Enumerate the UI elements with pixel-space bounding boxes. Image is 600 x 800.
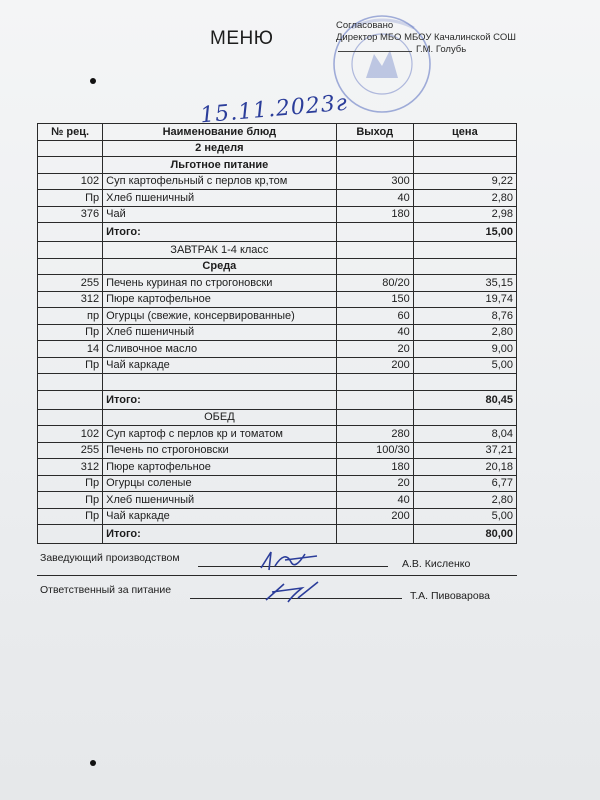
table-row [38,275,517,292]
recipe-number-cell: 14 [38,341,103,358]
empty-cell [38,242,103,259]
dish-name-cell: Печень куриная по строгоновски [103,275,336,292]
portion-cell: 80/20 [336,275,413,292]
handwritten-date: 15.11.2023г [199,90,349,129]
table-row [38,357,517,374]
column-header: Наименование блюд [103,124,336,141]
dish-name-cell: Чай каркаде [103,357,336,374]
total-label-cell: Итого: [103,223,336,242]
manager-signature-row [40,552,180,564]
empty-cell [336,409,413,426]
column-header: Выход [336,124,413,141]
price-cell: 2,80 [413,324,516,341]
blank-row [38,374,517,391]
meal-section-row [38,242,517,259]
table-row [38,308,517,325]
responsible-signature-icon [262,578,322,606]
price-cell: 5,00 [413,508,516,525]
empty-cell [336,157,413,174]
dish-name-cell: Суп картоф с перлов кр и томатом [103,426,336,443]
empty-cell [413,157,516,174]
portion-cell: 40 [336,324,413,341]
meal-section-row [38,409,517,426]
empty-cell [38,140,103,157]
empty-cell [38,157,103,174]
price-cell: 20,18 [413,459,516,476]
meal-section-cell: ЗАВТРАК 1-4 класс [103,242,336,259]
approval-line-1: Согласовано [336,20,394,31]
table-row [38,341,517,358]
page-title: МЕНЮ [210,28,274,49]
price-cell: 8,76 [413,308,516,325]
price-cell: 2,98 [413,206,516,223]
responsible-name: Т.А. Пивоварова [410,590,490,602]
section-title-cell: Льготное питание [103,157,336,174]
recipe-number-cell: 376 [38,206,103,223]
empty-cell [38,258,103,275]
column-header: № рец. [38,124,103,141]
empty-cell [336,258,413,275]
section-title-cell: Среда [103,258,336,275]
table-row [38,173,517,190]
dish-name-cell: Огурцы соленые [103,475,336,492]
portion-cell: 280 [336,426,413,443]
price-cell: 9,22 [413,173,516,190]
portion-cell: 40 [336,190,413,207]
recipe-number-cell: 255 [38,442,103,459]
table-row [38,475,517,492]
manager-label: Заведующий производством [40,552,180,564]
price-cell: 35,15 [413,275,516,292]
empty-cell [103,374,336,391]
section-title-row [38,140,517,157]
portion-cell: 40 [336,492,413,509]
approval-line-3: Г.М. Голубь [416,44,467,55]
portion-cell: 60 [336,308,413,325]
punch-hole-dot [90,78,96,84]
empty-cell [413,242,516,259]
portion-cell: 100/30 [336,442,413,459]
dish-name-cell: Печень по строгоновски [103,442,336,459]
manager-signature-icon [255,548,325,574]
dish-name-cell: Сливочное масло [103,341,336,358]
dish-name-cell: Хлеб пшеничный [103,324,336,341]
total-price-cell: 80,00 [413,525,516,544]
dish-name-cell: Суп картофельный с перлов кр,том [103,173,336,190]
empty-cell [38,525,103,544]
section-title-cell: 2 неделя [103,140,336,157]
empty-cell [336,525,413,544]
punch-hole-dot [90,760,96,766]
responsible-label: Ответственный за питание [40,584,172,596]
total-row [38,390,517,409]
dish-name-cell: Хлеб пшеничный [103,492,336,509]
dish-name-cell: Пюре картофельное [103,291,336,308]
empty-cell [38,390,103,409]
table-row [38,508,517,525]
table-row [38,492,517,509]
empty-cell [413,258,516,275]
total-label-cell: Итого: [103,525,336,544]
section-title-row [38,258,517,275]
portion-cell: 200 [336,357,413,374]
recipe-number-cell: Пр [38,357,103,374]
recipe-number-cell: 102 [38,173,103,190]
dish-name-cell: Хлеб пшеничный [103,190,336,207]
portion-cell: 150 [336,291,413,308]
table-row [38,324,517,341]
price-cell: 5,00 [413,357,516,374]
empty-cell [413,409,516,426]
total-price-cell: 80,45 [413,390,516,409]
empty-cell [336,374,413,391]
empty-cell [38,409,103,426]
table-row [38,459,517,476]
total-price-cell: 15,00 [413,223,516,242]
portion-cell: 20 [336,341,413,358]
portion-cell: 200 [336,508,413,525]
dish-name-cell: Чай [103,206,336,223]
price-cell: 19,74 [413,291,516,308]
dish-name-cell: Огурцы (свежие, консервированные) [103,308,336,325]
price-cell: 37,21 [413,442,516,459]
approval-block [336,20,516,56]
total-label-cell: Итого: [103,390,336,409]
recipe-number-cell: 312 [38,291,103,308]
recipe-number-cell: Пр [38,492,103,509]
total-row [38,223,517,242]
table-header-row [38,124,517,141]
table-row [38,190,517,207]
recipe-number-cell: Пр [38,475,103,492]
price-cell: 8,04 [413,426,516,443]
meal-section-cell: ОБЕД [103,409,336,426]
recipe-number-cell: Пр [38,324,103,341]
approval-line-2: Директор МБО МБОУ Качалинской СОШ [336,32,516,43]
recipe-number-cell: 312 [38,459,103,476]
table-row [38,291,517,308]
recipe-number-cell: Пр [38,190,103,207]
empty-cell [38,223,103,242]
recipe-number-cell: 102 [38,426,103,443]
empty-cell [413,140,516,157]
responsible-signature-row [40,584,171,596]
manager-name: А.В. Кисленко [402,558,471,570]
recipe-number-cell: 255 [38,275,103,292]
portion-cell: 20 [336,475,413,492]
price-cell: 2,80 [413,190,516,207]
recipe-number-cell: Пр [38,508,103,525]
dish-name-cell: Чай каркаде [103,508,336,525]
empty-cell [336,242,413,259]
section-title-row [38,157,517,174]
empty-cell [336,223,413,242]
table-row [38,442,517,459]
recipe-number-cell: пр [38,308,103,325]
empty-cell [336,140,413,157]
table-row [38,206,517,223]
menu-table [37,123,517,544]
dish-name-cell: Пюре картофельное [103,459,336,476]
empty-cell [38,374,103,391]
empty-cell [413,374,516,391]
total-row [38,525,517,544]
price-cell: 9,00 [413,341,516,358]
portion-cell: 180 [336,459,413,476]
empty-cell [336,390,413,409]
column-header: цена [413,124,516,141]
price-cell: 2,80 [413,492,516,509]
portion-cell: 180 [336,206,413,223]
portion-cell: 300 [336,173,413,190]
table-row [38,426,517,443]
price-cell: 6,77 [413,475,516,492]
